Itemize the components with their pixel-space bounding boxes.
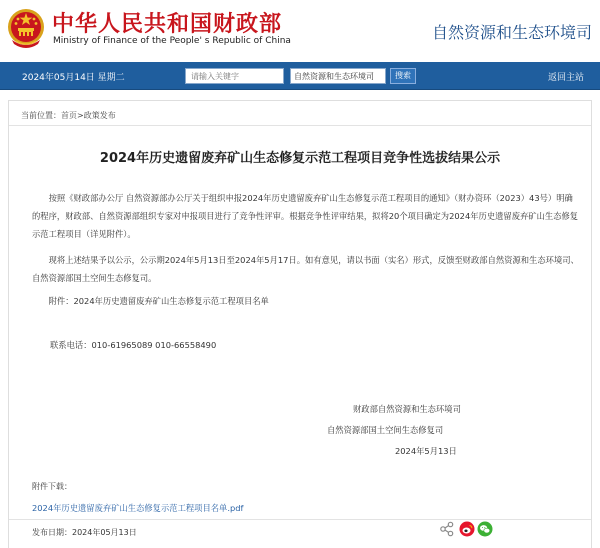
signature-ministry-finance: 财政部自然资源和生态环境司	[353, 404, 461, 414]
attachment-note: 附件：2024年历史遗留废弃矿山生态修复示范工程项目名单	[48, 296, 269, 306]
wechat-icon[interactable]	[477, 521, 493, 537]
search-button[interactable]: 搜索	[390, 68, 416, 84]
site-title-english: Ministry of Finance of the People' s Republic of China	[53, 36, 291, 46]
signature-ministry-natural-resources: 自然资源部国土空间生态修复司	[327, 425, 444, 435]
article-title: 2024年历史遗留废弃矿山生态修复示范工程项目竞争性选拔结果公示	[99, 151, 501, 166]
breadcrumb-section-link[interactable]: 政策发布	[83, 111, 116, 120]
department-select[interactable]: 自然资源和生态环境司	[290, 68, 386, 84]
publish-date: 发布日期：2024年05月13日	[32, 528, 137, 537]
return-home-link[interactable]: 返回主站	[547, 73, 584, 83]
contact-phone: 联系电话：010-61965089 010-66558490	[50, 340, 217, 350]
share-icon[interactable]	[439, 521, 455, 537]
current-date: 2024年05月14日 星期二	[22, 73, 125, 83]
breadcrumb	[21, 110, 116, 121]
top-toolbar	[0, 62, 600, 90]
attachment-file-link[interactable]: 2024年历史遗留废弃矿山生态修复示范工程项目名单.pdf	[32, 503, 244, 513]
attachment-download-label: 附件下载：	[32, 482, 72, 491]
signature-date: 2024年5月13日	[395, 446, 457, 456]
site-title[interactable]: 中华人民共和国财政部	[52, 12, 283, 37]
national-emblem-icon[interactable]	[6, 6, 46, 52]
department-name[interactable]: 自然资源和生态环境司	[431, 23, 592, 42]
article-paragraph-2: 现将上述结果予以公示，公示期2024年5月13日至2024年5月17日。如有意见，请以书面（实名）形式，反馈至财政部自然资源和生态环境司、自然资源部国土空间生态修复司。	[32, 255, 579, 283]
article-paragraph-1: 按照《财政部办公厅 自然资源部办公厅关于组织申报2024年历史遗留废弃矿山生态修复示范工程项目的通知》（财办资环（2023）43号）明确的程序，财政部、自然资源部组织专家对申报项目进行了竞争性评审。根据竞争性评审结果，拟将20个项目确定为2024年历史遗留废弃矿山生态修复示范工程项目（详见附件）。	[32, 193, 579, 239]
breadcrumb-home-link[interactable]: 首页	[61, 111, 77, 120]
content-frame	[8, 100, 592, 548]
site-header	[0, 0, 600, 62]
breadcrumb-separator: >	[77, 111, 84, 120]
breadcrumb-divider	[9, 125, 591, 126]
weibo-icon[interactable]	[459, 521, 475, 537]
publish-divider	[9, 519, 591, 520]
breadcrumb-prefix: 当前位置：	[21, 111, 61, 120]
search-input[interactable]	[185, 68, 284, 84]
